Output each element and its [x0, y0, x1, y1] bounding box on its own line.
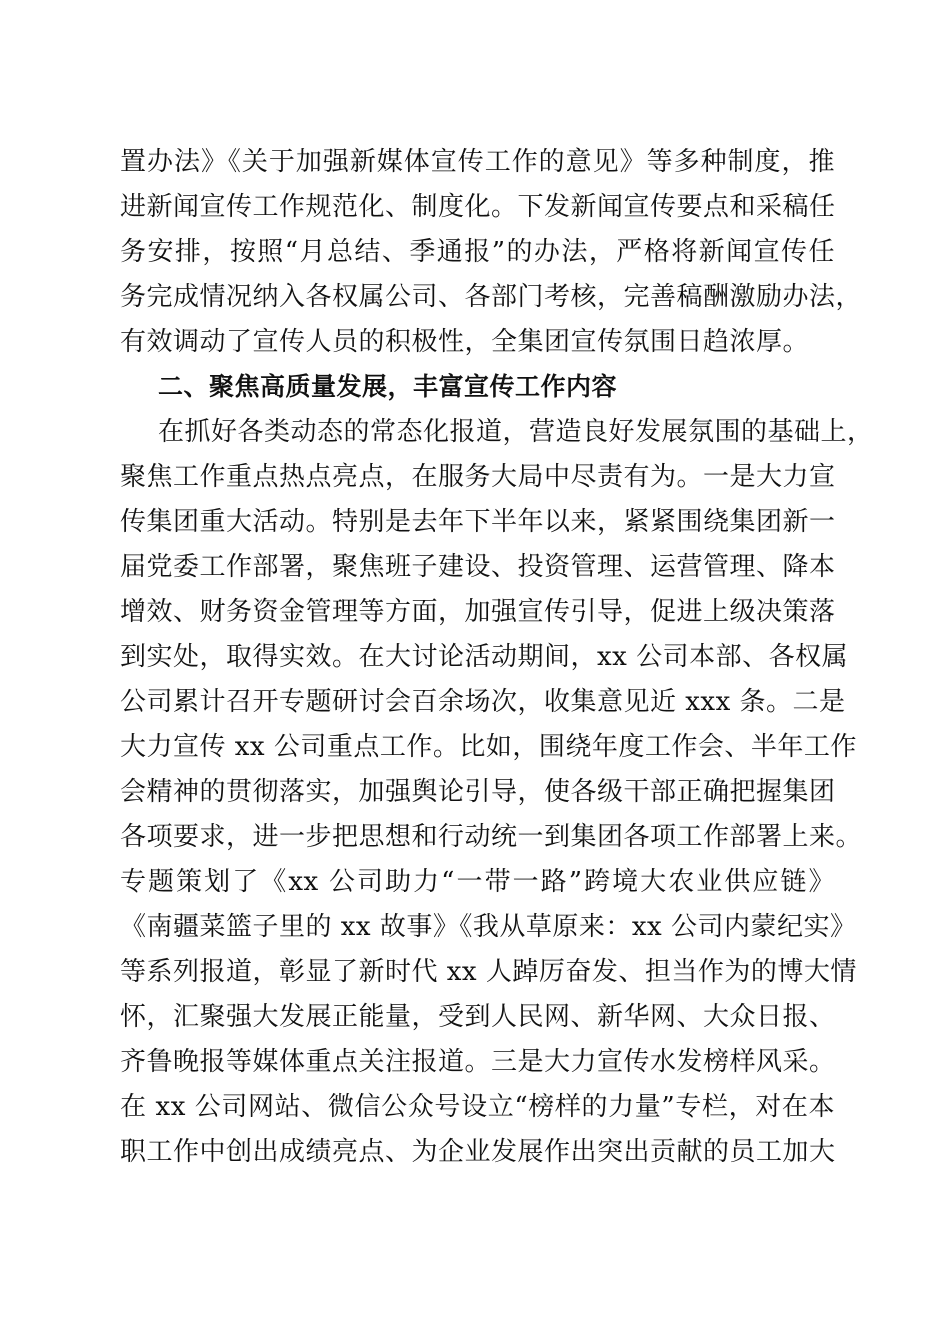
- paragraph-line: 务完成情况纳入各权属公司、各部门考核，完善稿酬激励办法，: [120, 282, 863, 312]
- paragraph-line: 届党委工作部署，聚焦班子建设、投资管理、运营管理、降本: [120, 552, 836, 582]
- paragraph-line: 怀，汇聚强大发展正能量，受到人民网、新华网、大众日报、: [120, 1002, 836, 1032]
- paragraph-line: 在抓好各类动态的常态化报道，营造良好发展氛围的基础上，: [158, 417, 874, 447]
- paragraph-line: 到实处，取得实效。在大讨论活动期间，xx 公司本部、各权属: [120, 642, 849, 672]
- paragraph-line: 职工作中创出成绩亮点、为企业发展作出突出贡献的员工加大: [120, 1137, 836, 1167]
- paragraph-line: 会精神的贯彻落实，加强舆论引导，使各级干部正确把握集团: [120, 777, 836, 807]
- paragraph-line: 专题策划了《xx 公司助力“一带一路”跨境大农业供应链》: [120, 867, 835, 897]
- paragraph-line: 聚焦工作重点热点亮点，在服务大局中尽责有为。一是大力宣: [120, 462, 836, 492]
- paragraph-line: 齐鲁晚报等媒体重点关注报道。三是大力宣传水发榜样风采。: [120, 1047, 836, 1077]
- paragraph-line: 置办法》《关于加强新媒体宣传工作的意见》等多种制度，推: [120, 147, 835, 177]
- paragraph-line: 在 xx 公司网站、微信公众号设立“榜样的力量”专栏，对在本: [120, 1092, 835, 1122]
- paragraph-line: 大力宣传 xx 公司重点工作。比如，围绕年度工作会、半年工作: [120, 732, 857, 762]
- paragraph-line: 增效、财务资金管理等方面，加强宣传引导，促进上级决策落: [120, 597, 836, 627]
- paragraph-line: 《南疆菜篮子里的 xx 故事》《我从草原来：xx 公司内蒙纪实》: [120, 912, 857, 942]
- paragraph-line: 公司累计召开专题研讨会百余场次，收集意见近 xxx 条。二是: [120, 687, 846, 717]
- section-heading: 二、聚焦高质量发展，丰富宣传工作内容: [158, 372, 618, 401]
- paragraph-line: 务安排，按照“月总结、季通报”的办法，严格将新闻宣传任: [120, 237, 835, 267]
- paragraph-line: 传集团重大活动。特别是去年下半年以来，紧紧围绕集团新一: [120, 507, 836, 537]
- paragraph-line: 各项要求，进一步把思想和行动统一到集团各项工作部署上来。: [120, 822, 863, 852]
- paragraph-line: 等系列报道，彰显了新时代 xx 人踔厉奋发、担当作为的博大情: [120, 957, 857, 987]
- paragraph-line: 有效调动了宣传人员的积极性，全集团宣传氛围日趋浓厚。: [120, 327, 810, 357]
- paragraph-line: 进新闻宣传工作规范化、制度化。下发新闻宣传要点和采稿任: [120, 192, 836, 222]
